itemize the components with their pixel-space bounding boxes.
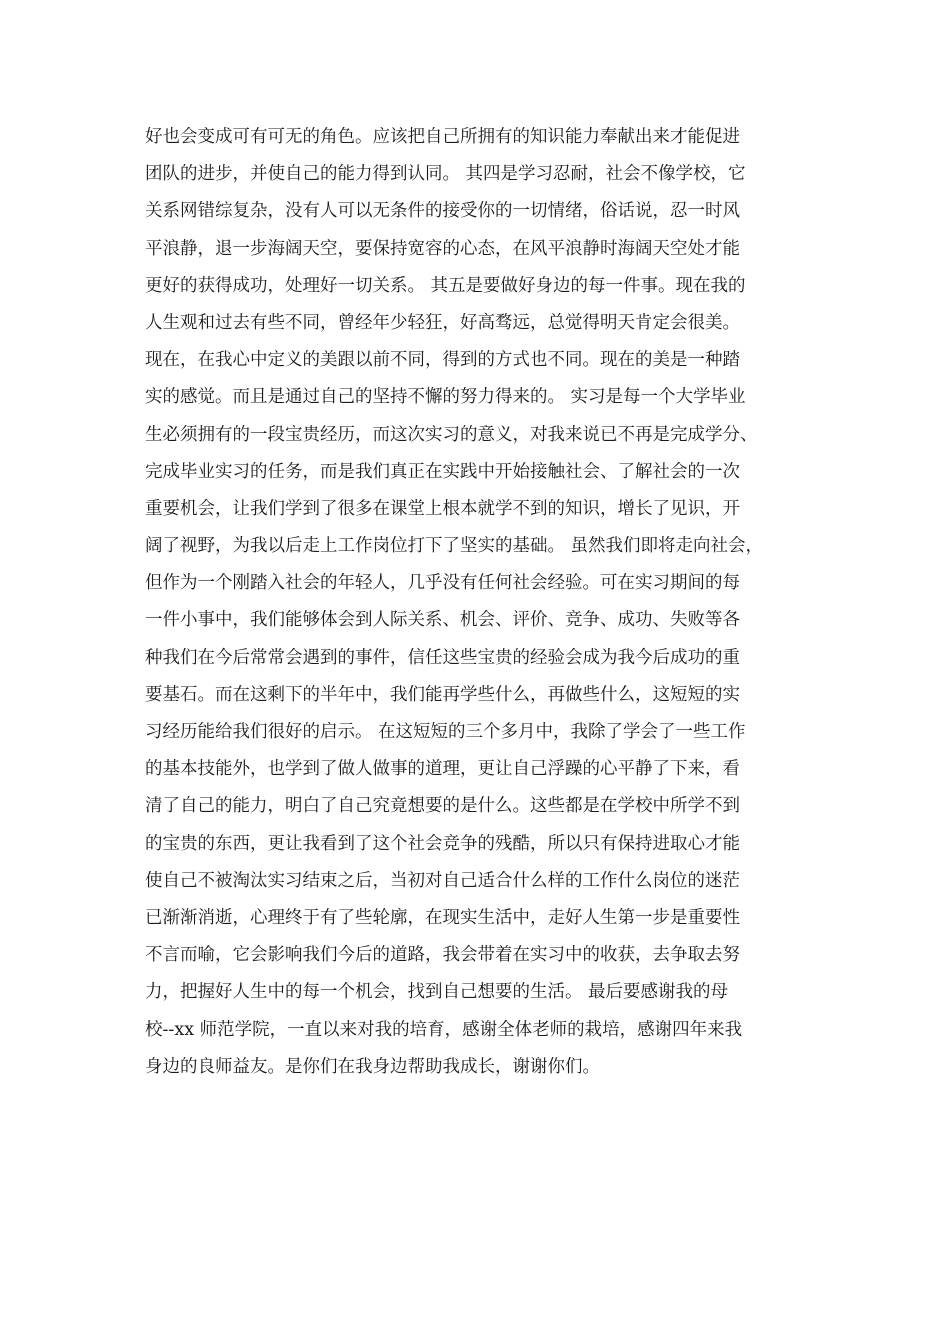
text-line-6: 人生观和过去有些不同，曾经年少轻狂，好高骛远，总觉得明天肯定会很美。 [145,312,740,333]
text-line-21: 使自己不被淘汰实习结束之后，当初对自己适合什么样的工作什么岗位的迷茫 [145,870,740,891]
text-line-10: 完成毕业实习的任务，而是我们真正在实践中开始接触社会、了解社会的一次 [145,461,740,482]
text-line-9: 生必须拥有的一段宝贵经历，而这次实习的意义，对我来说已不再是完成学分、 [145,424,758,445]
text-line-23: 不言而喻，它会影响我们今后的道路，我会带着在实习中的收获，去争取去努 [145,945,740,966]
text-line-7: 现在，在我心中定义的美跟以前不同，得到的方式也不同。现在的美是一种踏 [145,350,740,371]
text-line-24: 力，把握好人生中的每一个机会，找到自己想要的生活。 最后要感谢我的母 [145,982,729,1003]
text-line-14: 一件小事中，我们能够体会到人际关系、机会、评价、竞争、成功、失败等各 [145,610,740,631]
text-line-16: 要基石。而在这剩下的半年中，我们能再学些什么，再做些什么，这短短的实 [145,684,740,705]
text-line-13: 但作为一个刚踏入社会的年轻人，几乎没有任何社会经验。可在实习期间的每 [145,573,740,594]
text-line-1: 好也会变成可有可无的角色。应该把自己所拥有的知识能力奉献出来才能促进 [145,127,740,147]
text-line-11: 重要机会，让我们学到了很多在课堂上根本就学不到的知识，增长了见识，开 [145,498,740,519]
text-line-2: 团队的进步，并使自己的能力得到认同。 其四是学习忍耐，社会不像学校，它 [145,164,746,185]
body-text [145,119,825,1086]
text-line-12: 阔了视野，为我以后走上工作岗位打下了坚实的基础。 虽然我们即将走向社会， [145,536,764,557]
text-line-20: 的宝贵的东西，更让我看到了这个社会竞争的残酷，所以只有保持进取心才能 [145,833,740,854]
text-line-5: 更好的获得成功，处理好一切关系。 其五是要做好身边的每一件事。现在我的 [145,275,746,296]
text-line-18: 的基本技能外，也学到了做人做事的道理，更让自己浮躁的心平静了下来，看 [145,759,740,780]
text-line-8: 实的感觉。而且是通过自己的坚持不懈的努力得来的。 实习是每一个大学毕业 [145,387,746,408]
text-line-3: 关系网错综复杂，没有人可以无条件的接受你的一切情绪，俗话说，忍一时风 [145,201,740,222]
text-line-22: 已渐渐消逝，心理终于有了些轮廓，在现实生活中，走好人生第一步是重要性 [145,907,740,928]
text-line-26: 身边的良师益友。是你们在我身边帮助我成长，谢谢你们。 [145,1056,600,1077]
text-line-15: 种我们在今后常常会遇到的事件，信任这些宝贵的经验会成为我今后成功的重 [145,647,740,668]
text-line-19: 清了自己的能力，明白了自己究竟想要的是什么。这些都是在学校中所学不到 [145,796,740,817]
text-line-17: 习经历能给我们很好的启示。 在这短短的三个多月中，我除了学会了一些工作 [145,722,746,742]
text-line-25: 校--xx 师范学院，一直以来对我的培育，感谢全体老师的栽培，感谢四年来我 [145,1019,743,1040]
text-line-4: 平浪静，退一步海阔天空，要保持宽容的心态，在风平浪静时海阔天空处才能 [145,238,740,259]
